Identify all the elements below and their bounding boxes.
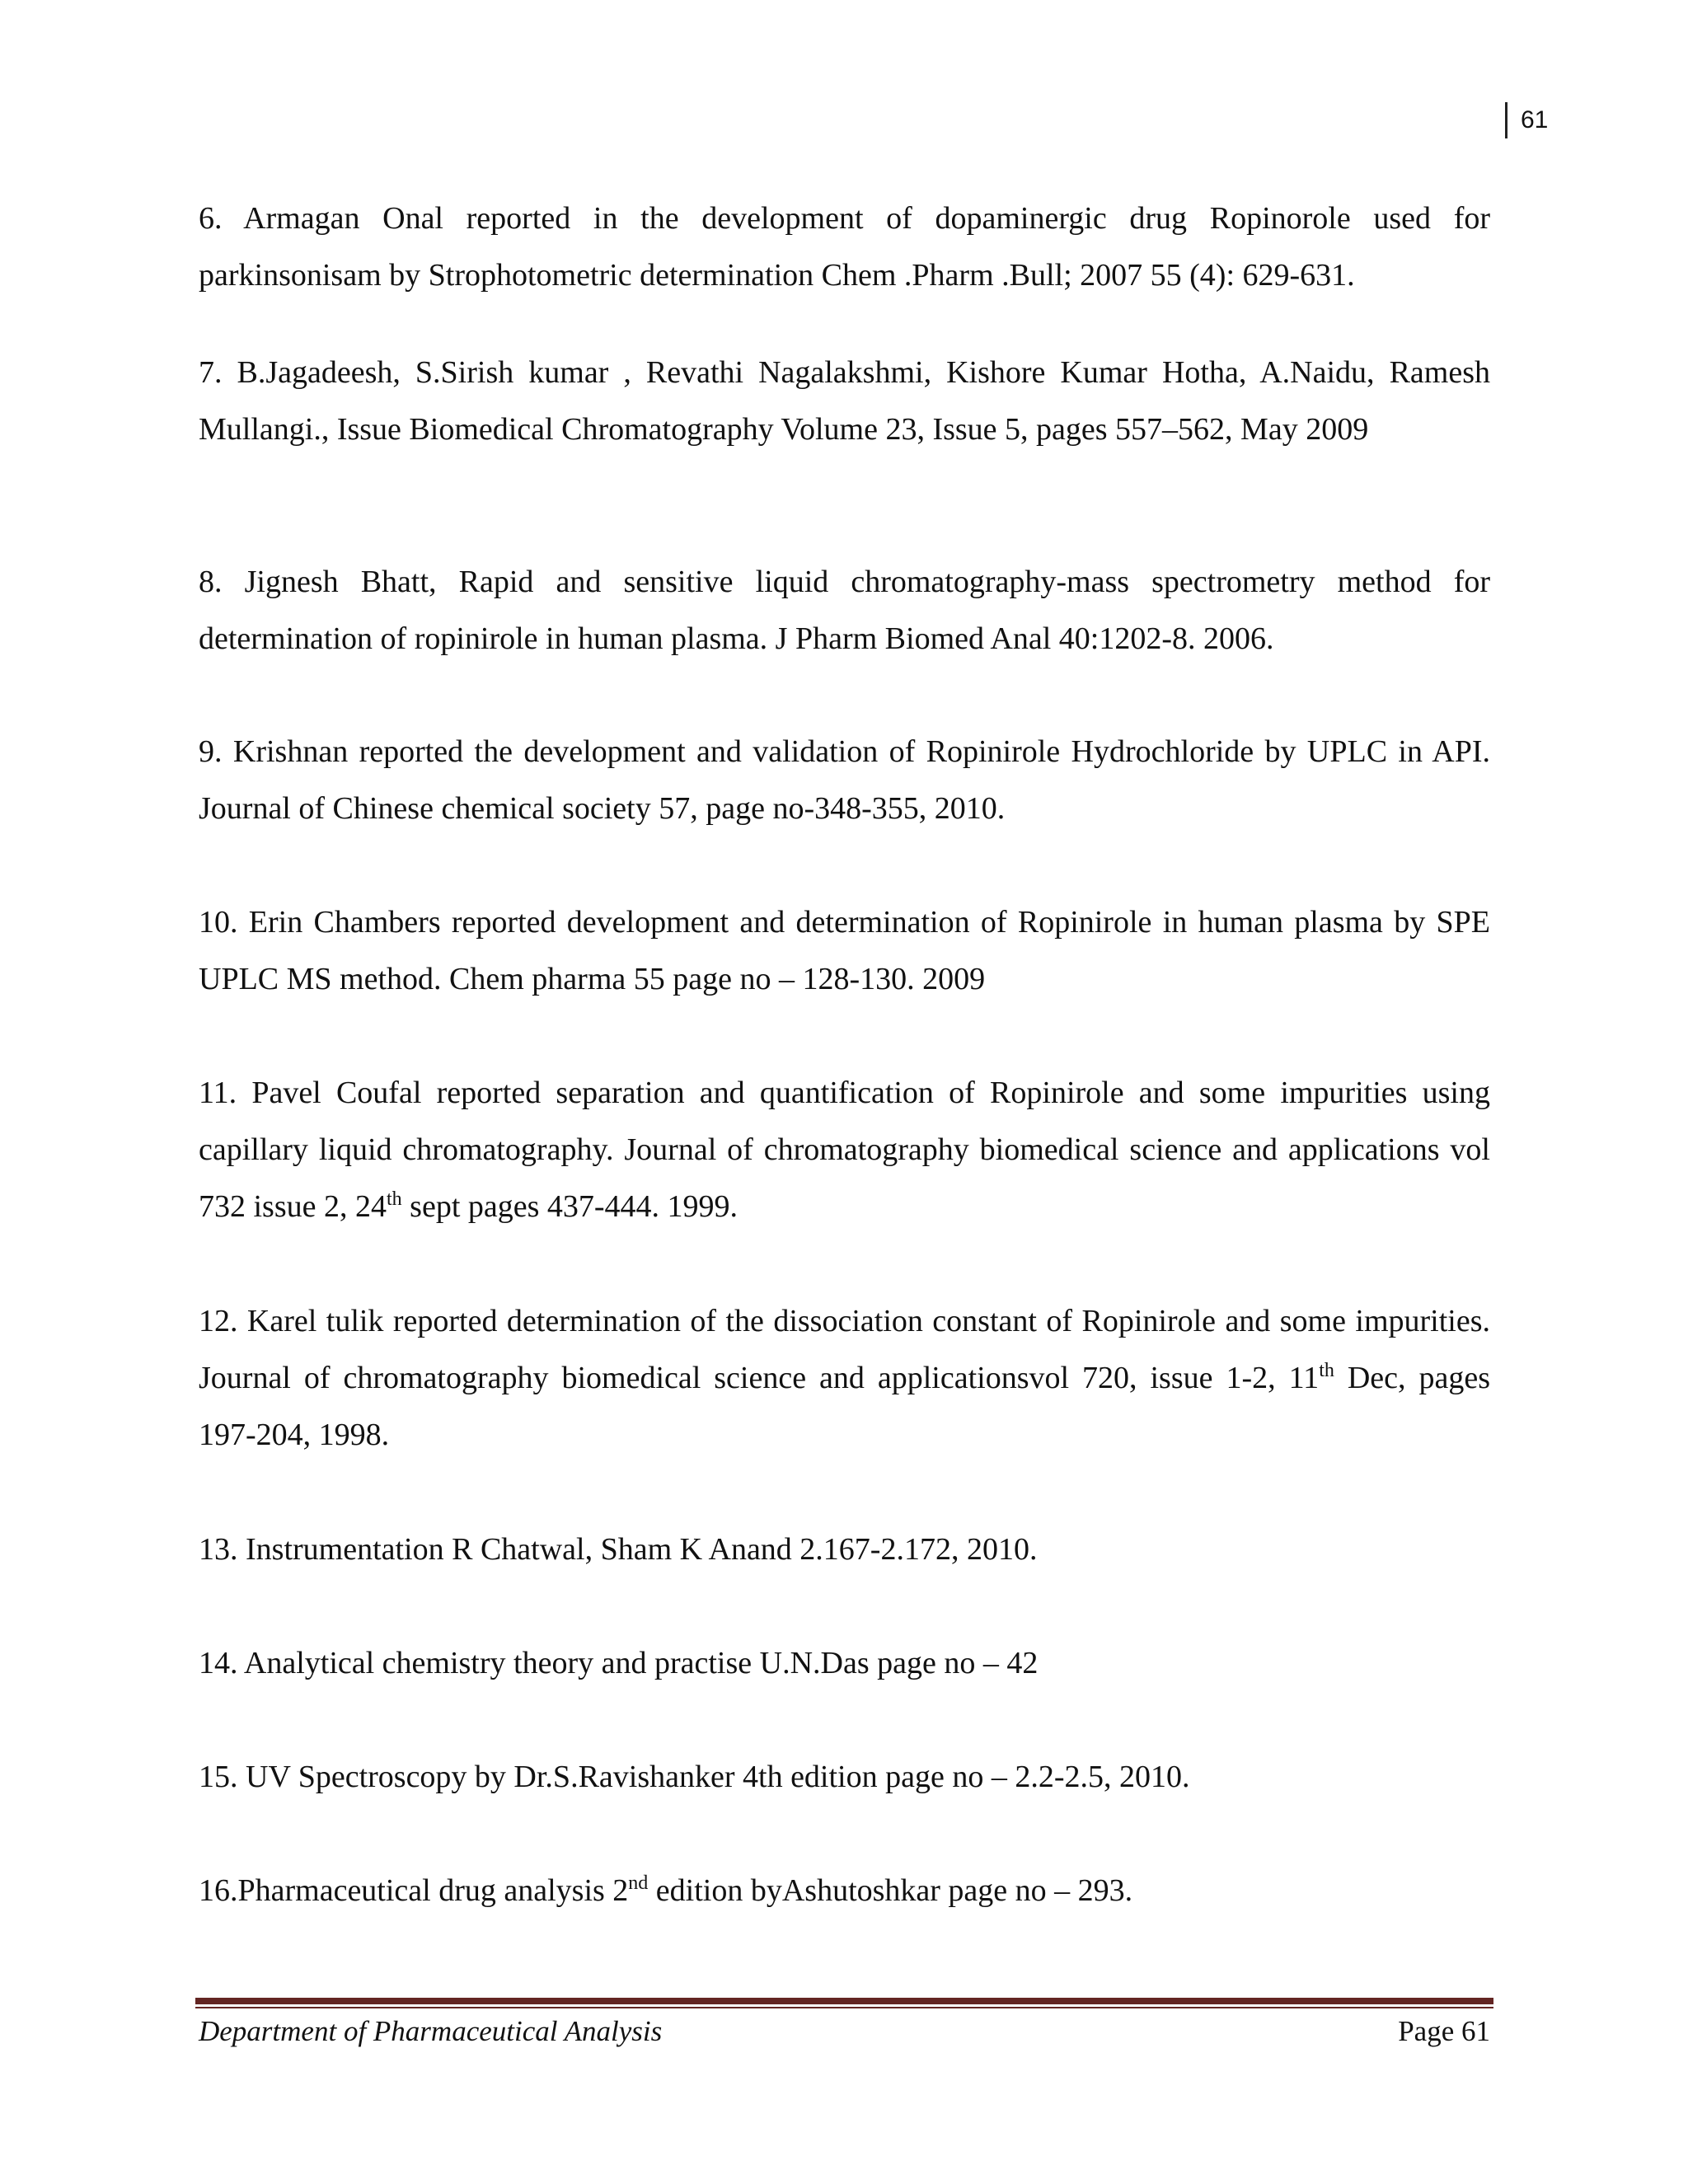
reference-item-11 [199, 1065, 1490, 1235]
reference-item-14: 14. Analytical chemistry theory and practise U.N.Das page no – 42 [199, 1646, 1039, 1680]
footer-divider [195, 1998, 1493, 2008]
ordinal-superscript: th [1319, 1360, 1334, 1381]
reference-item-10: 10. Erin Chambers reported development and determination of Ropinirole in human plasma by SPE UPLC MS method. Chem pharma 55 page no – 128-130. 2009 [199, 905, 1490, 996]
reference-text: 11. Pavel Coufal reported separation and quantification of Ropinirole and some impurities using capillary liquid chromatography. Journal of chromatography biomedical science and applications vol 732 issue 2, 24 [199, 1076, 1490, 1224]
reference-item-13: 13. Instrumentation R Chatwal, Sham K Anand 2.167-2.172, 2010. [199, 1532, 1038, 1567]
reference-item-7: 7. B.Jagadeesh, S.Sirish kumar , Revathi Nagalakshmi, Kishore Kumar Hotha, A.Naidu, Ramesh Mullangi., Issue Biomedical Chromatography Volume 23, Issue 5, pages 557–562, May 2009 [199, 355, 1490, 447]
footer-divider-thick [195, 1998, 1493, 2004]
reference-text: sept pages 437-444. 1999. [401, 1189, 738, 1224]
reference-text: edition byAshutoshkar page no – 293. [648, 1873, 1133, 1908]
reference-item-8: 8. Jignesh Bhatt, Rapid and sensitive liquid chromatography-mass spectrometry method for determination of ropinirole in human plasma. J Pharm Biomed Anal 40:1202-8. 2006. [199, 565, 1490, 656]
reference-text: Dec, pages 197-204, 1998. [199, 1361, 1490, 1452]
reference-text: 12. Karel tulik reported determination of the dissociation constant of Ropinirole and some impurities. Journal of chromatography biomedical science and applicationsvol 720, issue 1-2, 11 [199, 1304, 1490, 1395]
reference-item-9: 9. Krishnan reported the development and validation of Ropinirole Hydrochloride by UPLC in API. Journal of Chinese chemical society 57, page no-348-355, 2010. [199, 734, 1490, 826]
footer-page-label: Page 61 [1398, 2015, 1490, 2047]
reference-item-6: 6. Armagan Onal reported in the development of dopaminergic drug Ropinorole used for parkinsonisam by Strophotometric determination Chem .Pharm .Bull; 2007 55 (4): 629-631. [199, 201, 1490, 293]
reference-item-15: 15. UV Spectroscopy by Dr.S.Ravishanker 4th edition page no – 2.2-2.5, 2010. [199, 1760, 1190, 1794]
header-page-number: 61 [1505, 102, 1548, 138]
ordinal-superscript: th [387, 1188, 402, 1210]
ordinal-superscript: nd [628, 1872, 649, 1894]
reference-text: 16.Pharmaceutical drug analysis 2 [199, 1873, 629, 1908]
reference-item-16 [199, 1863, 1490, 1919]
footer-department: Department of Pharmaceutical Analysis [199, 2015, 663, 2047]
reference-item-12 [199, 1293, 1490, 1464]
footer-divider-thin [195, 2007, 1493, 2008]
